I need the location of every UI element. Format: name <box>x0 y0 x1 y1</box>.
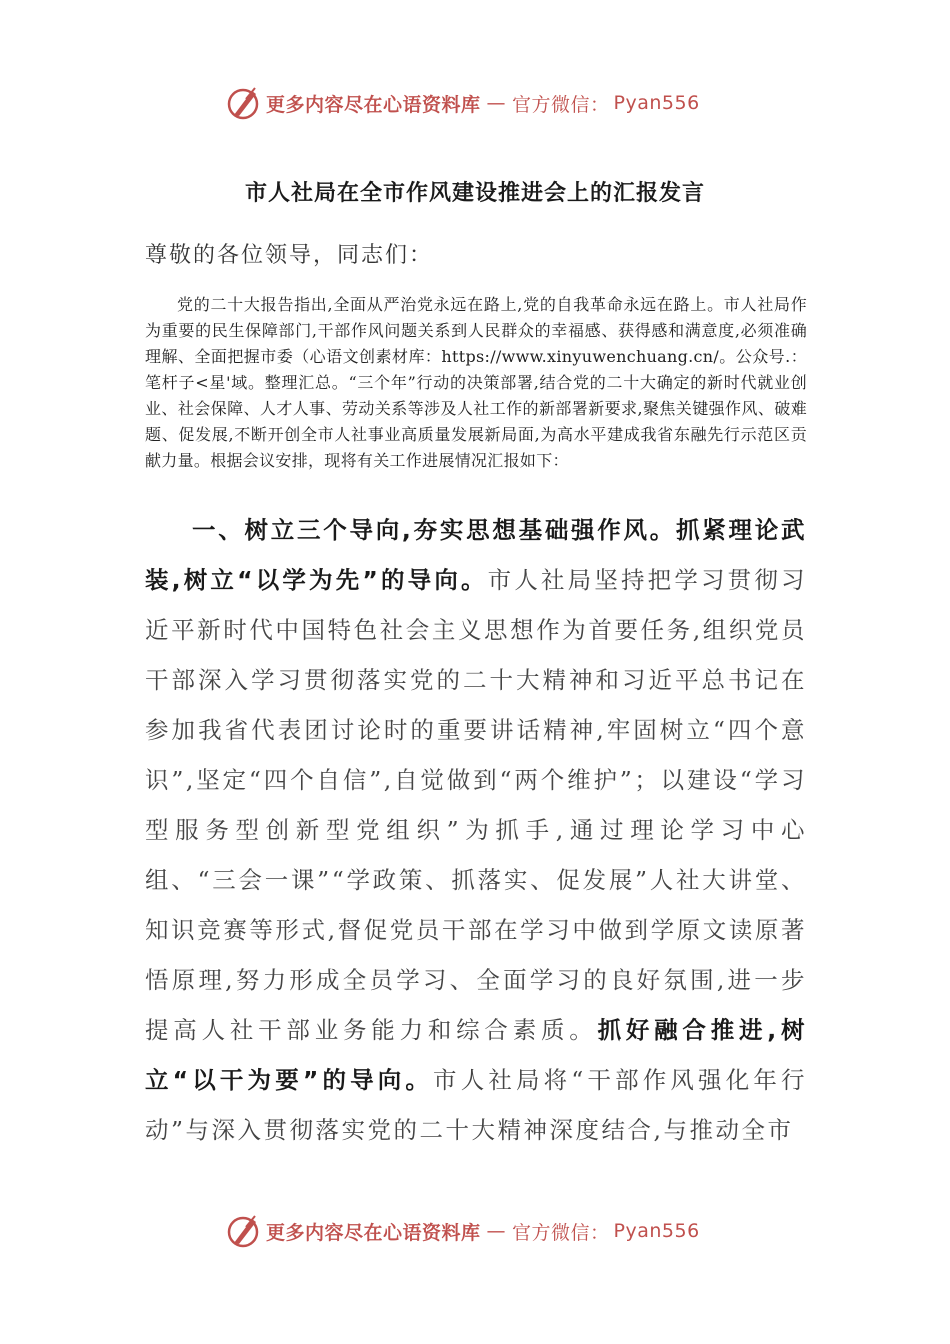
intro-paragraph: 党的二十大报告指出,全面从严治党永远在路上,党的自我革命永远在路上。市人社局作为重要的民生保障部门,干部作风问题关系到人民群众的幸福感、获得感和满意度,必须准确理解、全面把握市委（心语文创素材库：https://www.xinyuwenchuang.cn/。公众号.：笔杆子<星'域。整理汇总。“三个年”行动的决策部署,结合党的二十大确定的新时代就业创业、社会保障、人才人事、劳动关系等涉及人社工作的新部署新要求,聚焦关键强作风、破难题、促发展,不断开创全市人社事业高质量发展新局面,为高水平建成我省东融先行示范区贡献力量。根据会议安排，现将有关工作进展情况汇报如下： <box>145 295 807 470</box>
document-title: 市人社局在全市作风建设推进会上的汇报发言 <box>244 181 705 206</box>
section-1-sub1-text: 市人社局坚持把学习贯彻习近平新时代中国特色社会主义思想作为首要任务,组织党员干部深入学习贯彻落实党的二十大精神和习近平总书记在参加我省代表团讨论时的重要讲话精神,牢固树立“四个意识”,坚定“四个自信”,自觉做到“两个维护”；以建设“学习型服务型创新型党组织”为抓手,通过理论学习中心组、“三会一课”“学政策、抓落实、促发展”人社大讲堂、知识竞赛等形式,督促党员干部在学习中做到学原文读原著悟原理,努力形成全员学习、全面学习的良好氛围,进一步提高人社干部业务能力和综合素质。 <box>145 566 807 1044</box>
banner-wechat-id: Pyan556 <box>613 92 700 114</box>
section-1-sub2-text: 市人社局将“干部作风强化年行动”与深入贯彻落实党的二十大精神深度结合,与推动全市 <box>145 1066 808 1144</box>
section-1-heading: 一、树立三个导向,夯实思想基础强作风。 <box>192 516 677 544</box>
section-1-paragraph <box>145 505 807 1155</box>
section-1-sub2-heading: 抓好融合推进,树立“以干为要”的导向。 <box>145 1016 808 1094</box>
banner-wechat-label: 官方微信： <box>512 1221 610 1244</box>
section-1-sub1-heading: 抓紧理论武装,树立“以学为先”的导向。 <box>145 516 807 594</box>
quill-logo-icon <box>226 1213 262 1249</box>
banner-main-text: 更多内容尽在心语资料库 <box>266 1221 481 1244</box>
quill-logo-icon <box>226 85 262 121</box>
header-banner <box>226 83 700 123</box>
banner-separator: — <box>486 92 507 114</box>
banner-separator: — <box>486 1220 507 1242</box>
greeting: 尊敬的各位领导，同志们： <box>145 243 434 268</box>
banner-main-text: 更多内容尽在心语资料库 <box>266 93 481 116</box>
banner-wechat-label: 官方微信： <box>512 93 610 116</box>
banner-wechat-id: Pyan556 <box>613 1220 700 1242</box>
footer-banner <box>226 1211 700 1251</box>
